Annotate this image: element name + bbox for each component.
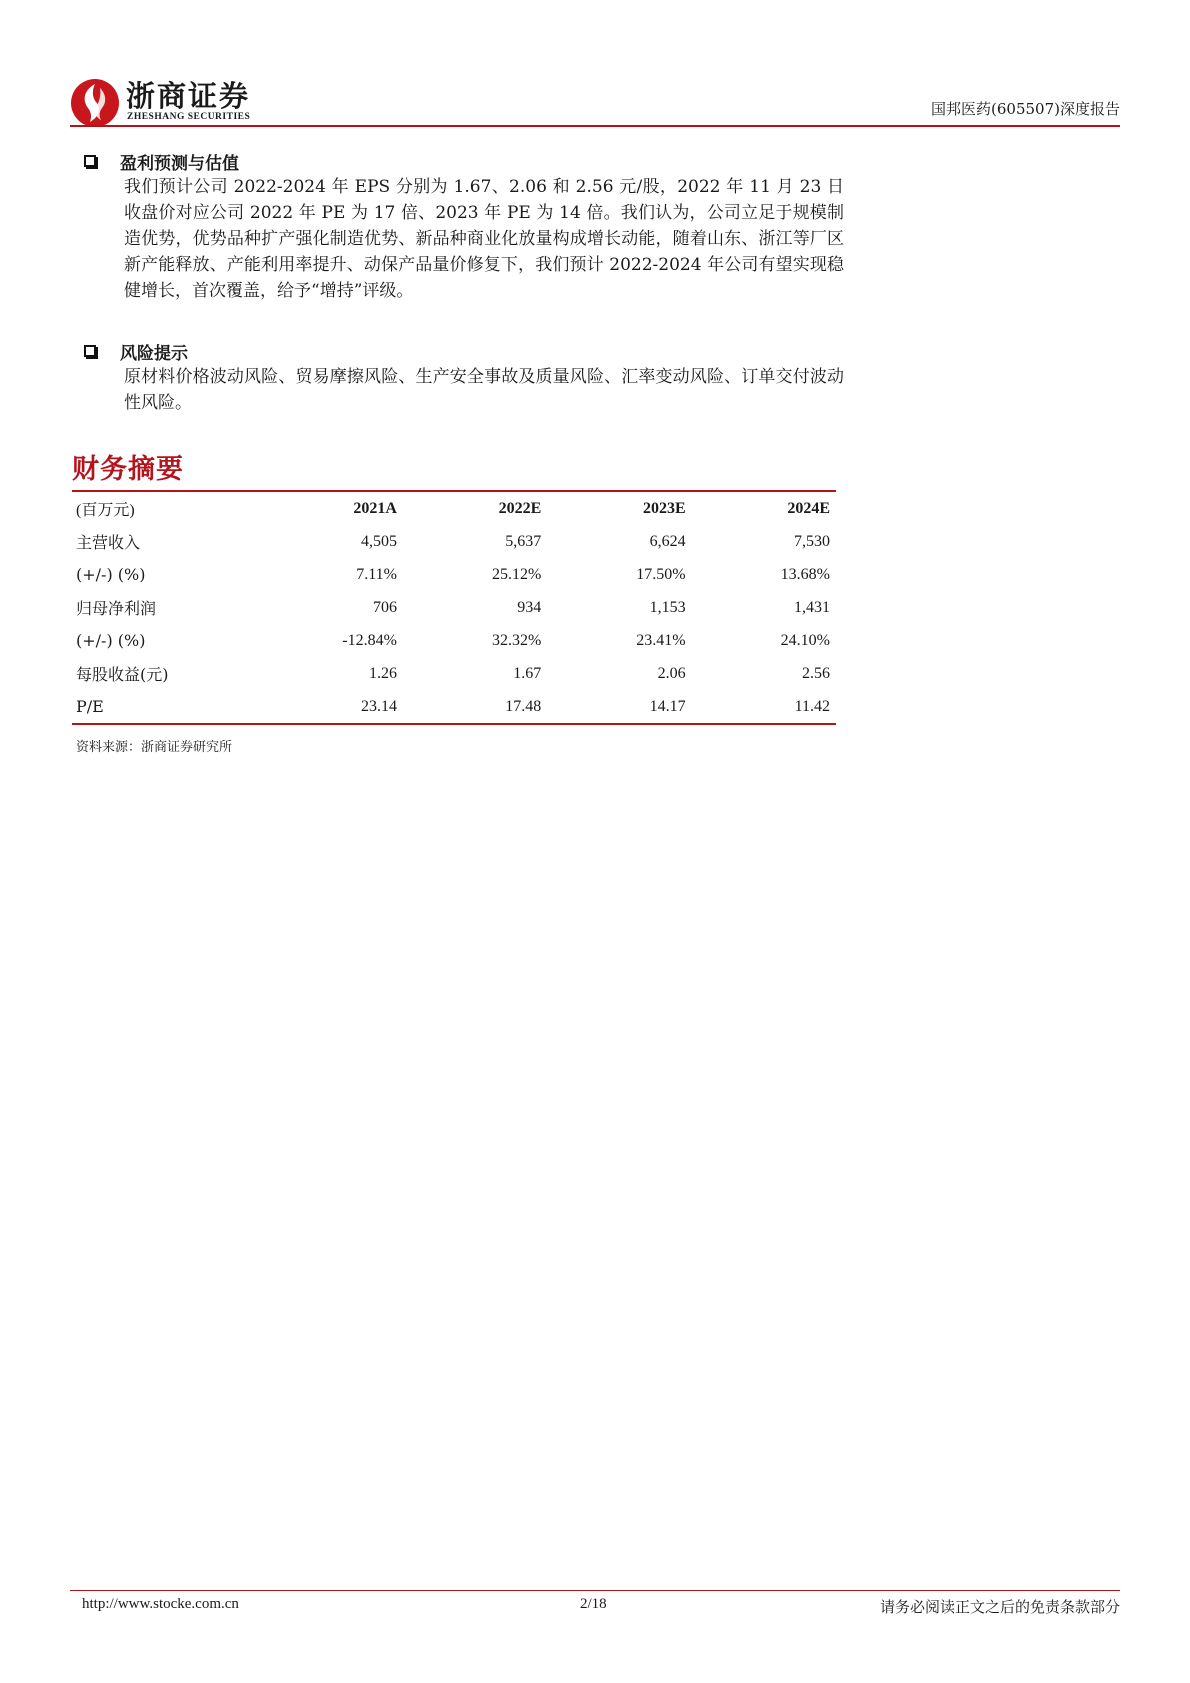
table-cell: -12.84% [342,631,397,649]
section-heading [84,148,844,174]
row-label: (+/-) (%) [76,631,146,650]
column-header: 2023E [642,499,686,517]
section-title: 风险提示 [120,343,188,364]
section-risk-warning [84,338,844,416]
data-source-note: 资料来源：浙商证券研究所 [76,740,233,755]
column-header: 2022E [498,499,542,517]
checkbox-icon [84,345,96,357]
table-cell: 7.11% [356,565,397,583]
table-row [72,558,836,591]
row-label: 归母净利润 [76,599,157,618]
table-cell: 24.10% [780,631,830,649]
table-cell: 1.26 [368,664,397,682]
table-cell: 1,153 [649,598,686,616]
financial-summary-title: 财务摘要 [72,454,184,485]
page-number: 2/18 [580,1596,607,1612]
brand-name-cn: 浙商证券 [126,79,251,113]
table-cell: 14.17 [649,697,686,715]
table-cell: 25.12% [491,565,542,583]
column-header: 2021A [353,499,397,517]
section-body: 原材料价格波动风险、贸易摩擦风险、生产安全事故及质量风险、汇率变动风险、订单交付波动性风险。 [124,367,844,413]
report-title: 国邦医药(605507)深度报告 [931,100,1120,118]
section-title: 盈利预测与估值 [120,153,239,174]
table-row [72,525,836,558]
table-cell: 1.67 [513,664,542,682]
header-divider [70,125,1120,127]
column-header: (百万元) [76,502,135,519]
disclaimer-note: 请务必阅读正文之后的免责条款部分 [879,1598,1120,1616]
page-header [70,72,1120,128]
table-cell: 6,624 [649,532,686,550]
row-label: (+/-) (%) [76,565,146,584]
section-earnings-forecast [84,148,844,304]
row-label: 每股收益(元) [76,665,169,684]
column-header: 2024E [787,499,830,517]
table-row [72,657,836,690]
table-cell: 1,431 [794,598,830,616]
table-cell: 23.14 [360,697,397,715]
table-cell: 32.32% [491,631,542,649]
row-label: P/E [76,697,104,716]
brand-name-en: ZHESHANG SECURITIES [127,112,251,122]
table-cell: 11.42 [794,697,830,715]
table-cell: 5,637 [505,532,542,550]
table-header-row [72,491,836,525]
zheshang-logo-icon [70,78,120,128]
table-cell: 2.06 [657,664,686,682]
table-row [72,591,836,624]
section-body: 我们预计公司 2022-2024 年 EPS 分别为 1.67、2.06 和 2.56 元/股，2022 年 11 月 23 日收盘价对应公司 2022 年 PE 为 17 倍、2023 年 PE 为 14 倍。我们认为，公司立足于规模制造优势，优势品种扩产强化制造优势、新品种商业化放量构成增长动能，随着山东、浙江等厂区新产能释放、产能利用率提升、动保产品量价修复下，我们预计 2022-2024 年公司有望实现稳健增长，首次覆盖，给予“增持”评级。 [124,177,844,301]
table-cell: 17.48 [505,697,542,715]
table-cell: 17.50% [636,565,686,583]
table-cell: 23.41% [636,631,686,649]
table-cell: 13.68% [780,565,830,583]
section-heading [84,338,844,364]
table-cell: 7,530 [794,532,830,550]
footer-divider [70,1590,1120,1591]
table-row [72,690,836,724]
financial-summary-table [72,490,836,725]
table-cell: 706 [372,598,397,616]
table-row [72,624,836,657]
footer-website-link[interactable]: http://www.stocke.com.cn [82,1596,239,1612]
table-cell: 2.56 [802,664,830,682]
table-cell: 4,505 [360,532,397,550]
checkbox-icon [84,155,96,167]
row-label: 主营收入 [76,533,141,552]
table-cell: 934 [517,598,542,616]
